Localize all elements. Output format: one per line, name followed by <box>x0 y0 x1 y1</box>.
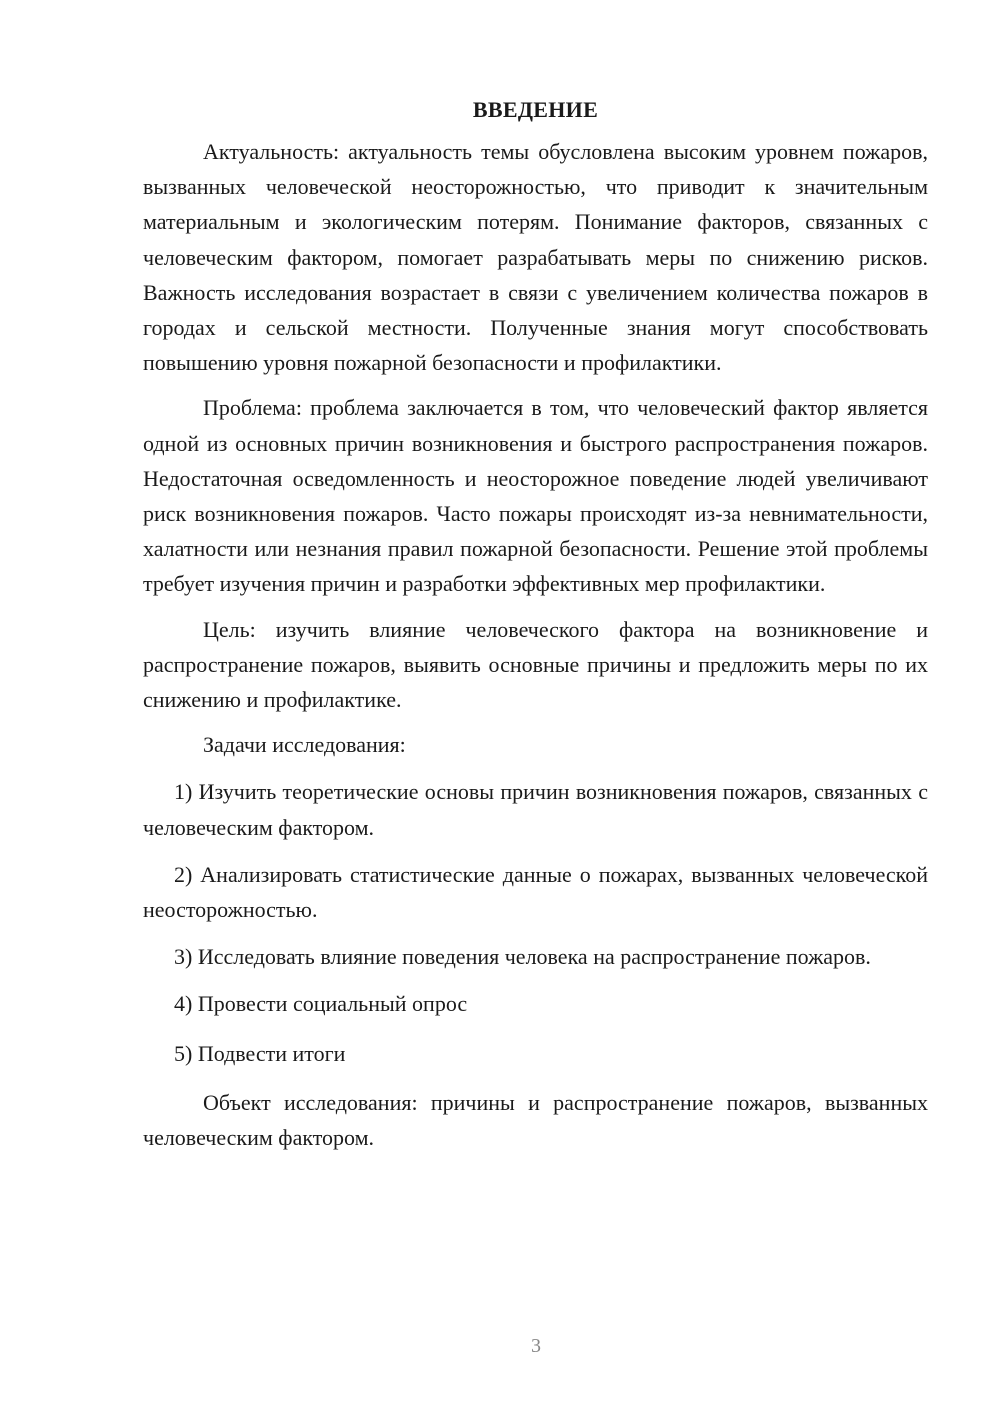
goal-paragraph: Цель: изучить влияние человеческого фактора на возникновение и распространение пожаров, выявить основные причины и предложить меры по их снижению и профилактике. <box>143 616 928 713</box>
relevance-paragraph: Актуальность: актуальность темы обусловлена высоким уровнем пожаров, вызванных человеческой неосторожностью, что приводит к значительным материальным и экологическим потерям. Понимание факторов, связанных с человеческим фактором, помогает разрабатывать меры по снижению рисков. Важность исследования возрастает в связи с увеличением количества пожаров в городах и сельской местности. Полученные знания могут способствовать повышению уровня пожарной безопасности и профилактики. <box>143 139 928 376</box>
problem-paragraph: Проблема: проблема заключается в том, что человеческий фактор является одной из основных причин возникновения и быстрого распространения пожаров. Недостаточная осведомленность и неосторожное поведение людей увеличивают риск возникновения пожаров. Часто пожары происходят из-за невнимательности, халатности или незнания правил пожарной безопасности. Решение этой проблемы требует изучения причин и разработки эффективных мер профилактики. <box>143 395 928 597</box>
task-item: 3) Исследовать влияние поведения человека на распространение пожаров. <box>174 944 871 970</box>
object-paragraph: Объект исследования: причины и распространение пожаров, вызванных человеческим фактором. <box>143 1089 928 1151</box>
page-content <box>143 94 928 1165</box>
task-item: 1) Изучить теоретические основы причин возникновения пожаров, связанных с человеческим фактором. <box>143 779 928 840</box>
page-number: 3 <box>531 1335 541 1357</box>
task-item: 2) Анализировать статистические данные о пожарах, вызванных человеческой неосторожностью. <box>143 861 928 923</box>
task-item: 5) Подвести итоги <box>174 1040 346 1066</box>
tasks-title: Задачи исследования: <box>203 732 406 758</box>
task-item: 4) Провести социальный опрос <box>174 991 468 1017</box>
section-heading: ВВЕДЕНИЕ <box>472 97 599 122</box>
